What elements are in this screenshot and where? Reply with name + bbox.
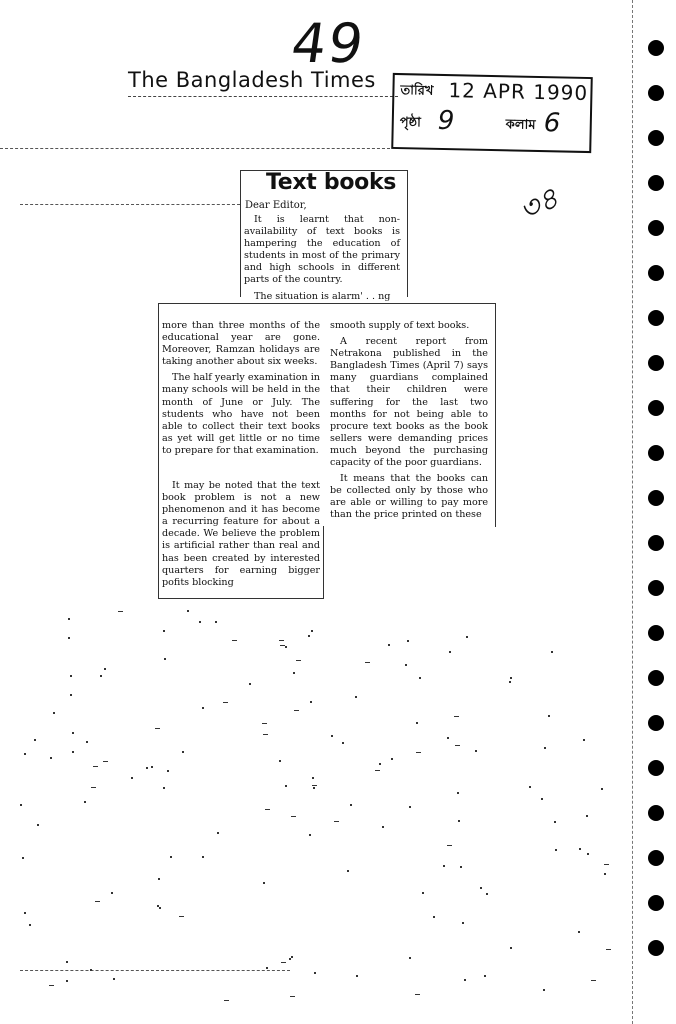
scan-speck — [118, 611, 123, 612]
binder-hole — [648, 445, 664, 461]
mid-dashed-line-left — [20, 204, 240, 205]
scan-speck — [475, 750, 477, 752]
binder-hole — [648, 265, 664, 281]
scan-speck — [409, 806, 411, 808]
scan-speck — [223, 702, 228, 703]
letter-salutation: Dear Editor, — [245, 200, 307, 211]
scan-speck — [382, 826, 384, 828]
scan-speck — [262, 723, 267, 724]
letter-title: Text books — [266, 170, 397, 195]
scan-speck — [100, 675, 102, 677]
scan-speck — [447, 737, 449, 739]
scan-speck — [604, 864, 609, 865]
scan-speck — [314, 972, 316, 974]
scan-speck — [265, 809, 270, 810]
binder-hole — [648, 85, 664, 101]
scan-speck — [249, 683, 251, 685]
scan-speck — [416, 752, 421, 753]
scan-speck — [49, 985, 54, 986]
scan-speck — [146, 767, 148, 769]
scan-speck — [407, 640, 409, 642]
binder-hole — [648, 625, 664, 641]
scan-speck — [24, 912, 26, 914]
scan-speck — [279, 640, 284, 641]
scan-speck — [555, 849, 557, 851]
scan-speck — [541, 798, 543, 800]
scan-speck — [457, 792, 459, 794]
scan-speck — [155, 728, 160, 729]
binder-holes — [648, 40, 664, 985]
stamp-column-label: কলাম — [505, 117, 536, 133]
scan-speck — [433, 916, 435, 918]
scan-speck — [263, 882, 265, 884]
binder-hole — [648, 895, 664, 911]
scan-speck — [296, 660, 301, 661]
scan-speck — [289, 958, 291, 960]
intro-continuation: The situation is alarm' . . ng — [254, 290, 391, 302]
scan-speck — [95, 901, 100, 902]
letter-column-1 — [162, 320, 320, 461]
scan-speck — [455, 745, 460, 746]
letter-intro — [244, 214, 400, 307]
scan-speck — [447, 845, 452, 846]
scan-speck — [66, 961, 68, 963]
page-edge-rule — [632, 0, 633, 1024]
scan-speck — [416, 722, 418, 724]
scan-speck — [466, 636, 468, 638]
scan-speck — [443, 865, 445, 867]
handwritten-annotation: ৩৪ — [514, 180, 565, 229]
scan-speck — [167, 770, 169, 772]
scan-speck — [163, 630, 165, 632]
scan-speck — [113, 978, 115, 980]
scan-speck — [199, 621, 201, 623]
scan-speck — [20, 804, 22, 806]
binder-hole — [648, 310, 664, 326]
newspaper-masthead: The Bangladesh Times — [128, 68, 376, 92]
col2-paragraph-3: It means that the books can be collected only by those who are able or willing to pay more than the price printed on these — [330, 473, 488, 521]
stamp-page-label: পৃষ্ঠা — [399, 115, 422, 131]
scan-speck — [202, 856, 204, 858]
col1-paragraph-3: It may be noted that the text book problem is not a new phenomenon and it has become a recurring feature for about a decade. We believe the problem is artificial rather than real and has been created by interested quarters for earning bigger pofits blocking — [162, 480, 320, 588]
binder-hole — [648, 760, 664, 776]
scan-speck — [103, 761, 108, 762]
scan-speck — [510, 947, 512, 949]
scan-speck — [460, 866, 462, 868]
binder-hole — [648, 40, 664, 56]
scan-speck — [293, 672, 295, 674]
scan-speck — [93, 766, 98, 767]
scan-speck — [86, 741, 88, 743]
scan-speck — [29, 924, 31, 926]
scan-speck — [294, 710, 299, 711]
masthead-underline — [128, 96, 398, 97]
scan-speck — [263, 734, 268, 735]
scan-speck — [266, 967, 268, 969]
scan-speck — [342, 742, 344, 744]
scan-speck — [111, 892, 113, 894]
scan-speck — [449, 651, 451, 653]
binder-hole — [648, 355, 664, 371]
scan-speck — [22, 857, 24, 859]
scan-speck — [202, 707, 204, 709]
scan-speck — [311, 630, 313, 632]
scan-speck — [308, 635, 310, 637]
scan-speck — [312, 777, 314, 779]
scan-speck — [350, 804, 352, 806]
scan-speck — [313, 787, 315, 789]
binder-hole — [648, 400, 664, 416]
scan-speck — [454, 716, 459, 717]
scan-speck — [391, 758, 393, 760]
scan-speck — [90, 969, 92, 971]
col2-paragraph-2: A recent report from Netrakona published in the Bangladesh Times (April 7) says many guardians complained that their children were suffering for the last two months for not being able to procure text books as the book sellers were demanding prices much beyond the purchasing capacity of the poor guardians. — [330, 336, 488, 469]
scan-speck — [583, 739, 585, 741]
scan-speck — [224, 1000, 229, 1001]
scan-speck — [464, 979, 466, 981]
scan-speck — [179, 916, 184, 917]
scan-speck — [591, 980, 596, 981]
scan-speck — [37, 824, 39, 826]
col2-paragraph-1: smooth supply of text books. — [330, 320, 470, 331]
scan-speck — [604, 873, 606, 875]
scan-speck — [365, 662, 370, 663]
page-number: 49 — [287, 12, 370, 75]
stamp-date-label: তারিখ — [400, 83, 434, 99]
scan-speck — [529, 786, 531, 788]
scan-speck — [601, 788, 603, 790]
scan-speck — [606, 949, 611, 950]
scan-speck — [68, 637, 70, 639]
scan-speck — [84, 801, 86, 803]
scan-speck — [544, 747, 546, 749]
scan-speck — [578, 931, 580, 933]
scan-speck — [356, 975, 358, 977]
binder-hole — [648, 535, 664, 551]
scan-speck — [543, 989, 545, 991]
scan-speck — [554, 821, 556, 823]
scan-speck — [290, 996, 295, 997]
scan-speck — [187, 610, 189, 612]
scan-speck — [72, 732, 74, 734]
scan-speck — [50, 757, 52, 759]
binder-hole — [648, 850, 664, 866]
scan-speck — [104, 668, 106, 670]
stamp-date: 12 APR 1990 — [448, 78, 589, 106]
scan-speck — [462, 922, 464, 924]
date-stamp — [391, 73, 593, 153]
scan-speck — [131, 777, 133, 779]
scan-speck — [158, 878, 160, 880]
scan-speck — [331, 735, 333, 737]
scan-speck — [215, 621, 217, 623]
scan-speck — [232, 640, 237, 641]
scan-speck — [291, 956, 293, 958]
scan-speck — [217, 832, 219, 834]
col1-paragraph-2: The half yearly examination in many schools will be held in the month of June or July. The students who have not been able to collect their text books as yet will get little or no time to prepare for that examination. — [162, 372, 320, 456]
scan-speck — [34, 739, 36, 741]
scan-speck — [375, 770, 380, 771]
scan-speck — [355, 696, 357, 698]
col1-paragraph-1: more than three months of the educational year are gone. Moreover, Ramzan holidays are taking another about six weeks. — [162, 320, 320, 368]
scan-speck — [285, 785, 287, 787]
scan-speck — [334, 821, 339, 822]
scan-speck — [388, 644, 390, 646]
scan-speck — [70, 675, 72, 677]
scan-speck — [72, 751, 74, 753]
scan-speck — [91, 787, 96, 788]
scan-speck — [182, 751, 184, 753]
binder-hole — [648, 715, 664, 731]
scan-speck — [405, 664, 407, 666]
letter-column-2 — [330, 320, 488, 526]
scan-speck — [486, 893, 488, 895]
scan-speck — [163, 787, 165, 789]
scan-speck — [312, 785, 317, 786]
scan-speck — [509, 681, 511, 683]
scan-speck — [548, 715, 550, 717]
scan-speck — [24, 753, 26, 755]
intro-paragraph: It is learnt that non-availability of text books is hampering the education of students in most of the primary and high schools in different parts of the country. — [244, 214, 400, 286]
scan-speck — [409, 957, 411, 959]
stamp-column-value: 6 — [543, 108, 561, 139]
scan-speck — [285, 646, 287, 648]
binder-hole — [648, 940, 664, 956]
binder-hole — [648, 490, 664, 506]
scan-speck — [310, 701, 312, 703]
header-dashed-line — [0, 148, 390, 149]
scan-speck — [415, 994, 420, 995]
bottom-dashed-line — [20, 970, 290, 971]
scan-speck — [70, 694, 72, 696]
scan-speck — [379, 763, 381, 765]
binder-hole — [648, 580, 664, 596]
binder-hole — [648, 805, 664, 821]
binder-hole — [648, 130, 664, 146]
letter-column-1-bottom — [162, 480, 320, 593]
scan-speck — [279, 760, 281, 762]
scan-speck — [551, 651, 553, 653]
scan-speck — [53, 712, 55, 714]
scan-speck — [579, 848, 581, 850]
binder-hole — [648, 670, 664, 686]
scan-speck — [309, 834, 311, 836]
scan-speck — [484, 975, 486, 977]
scan-speck — [151, 766, 153, 768]
scan-speck — [480, 887, 482, 889]
scan-speck — [164, 658, 166, 660]
binder-hole — [648, 220, 664, 236]
scan-speck — [68, 618, 70, 620]
scan-speck — [170, 856, 172, 858]
scan-speck — [347, 870, 349, 872]
stamp-page-value: 9 — [437, 105, 455, 137]
scan-speck — [458, 820, 460, 822]
scan-speck — [291, 816, 296, 817]
scan-speck — [159, 907, 161, 909]
scan-speck — [157, 905, 159, 907]
scan-speck — [281, 962, 286, 963]
scan-speck — [510, 677, 512, 679]
scan-speck — [586, 815, 588, 817]
scan-speck — [280, 645, 285, 646]
scan-speck — [66, 980, 68, 982]
scan-speck — [587, 853, 589, 855]
scan-speck — [419, 677, 421, 679]
scan-speck — [422, 892, 424, 894]
binder-hole — [648, 175, 664, 191]
